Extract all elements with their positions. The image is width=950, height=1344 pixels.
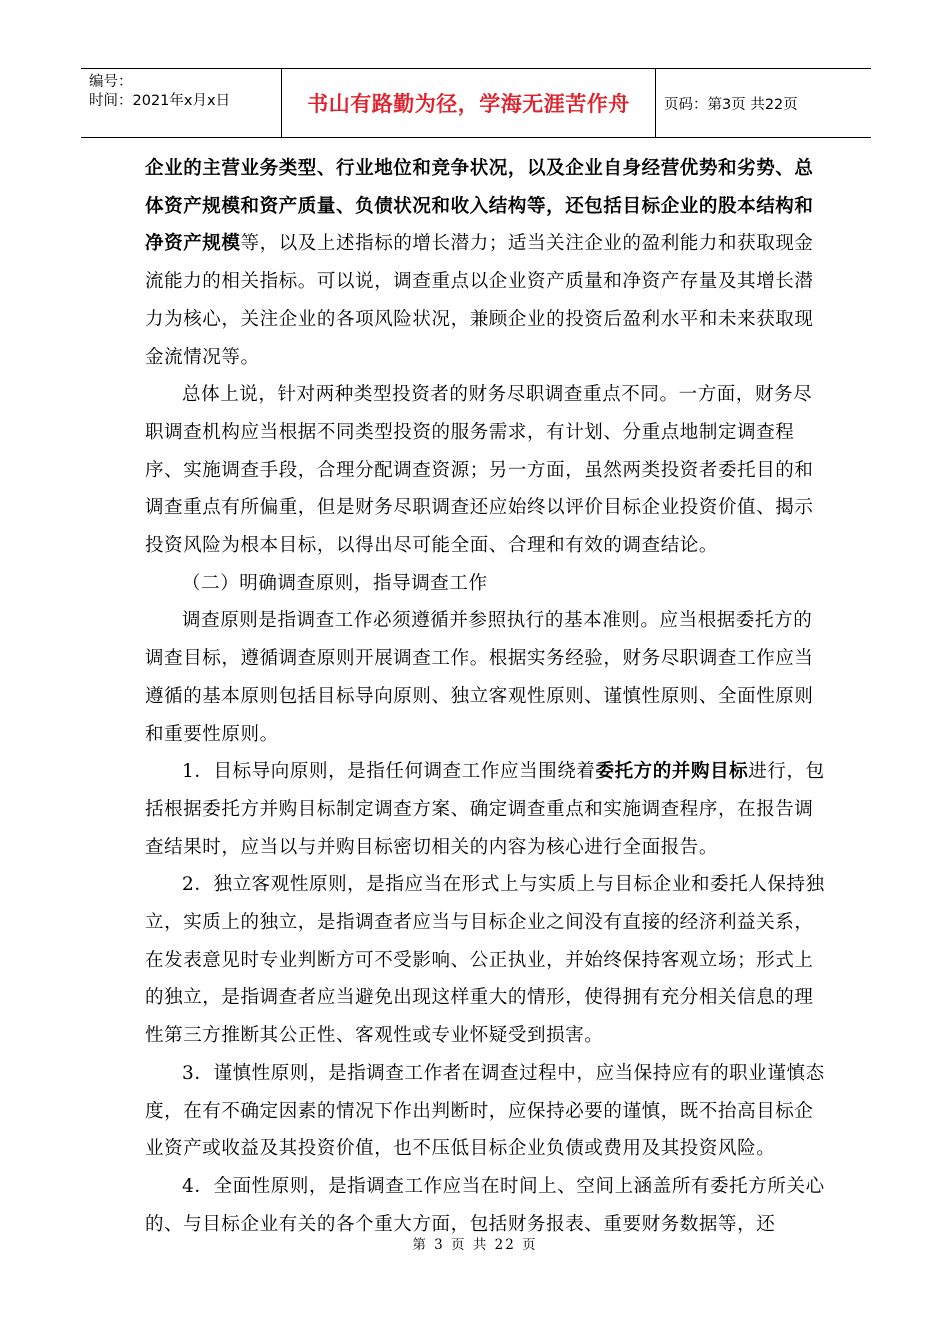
text-segment: 1．目标导向原则，是指任何调查工作应当围绕着 bbox=[182, 761, 596, 783]
text-segment: 4．全面性原则，是指调查工作应当在时间上、空间上涵盖所有委托方所关心的、与目标企业有关的各个重大方面，包括财务报表、重要财务数据等，还 bbox=[145, 1175, 825, 1235]
section-heading bbox=[145, 565, 825, 603]
text-segment: 3．谨慎性原则，是指调查工作者在调查过程中，应当保持应有的职业谨慎态度，在有不确定因素的情况下作出判断时，应保持必要的谨慎，既不抬高目标企业资产或收益及其投资价值，也不压低目标企业负债或费用及其投资风险。 bbox=[145, 1062, 825, 1160]
page-footer bbox=[0, 1233, 950, 1253]
footer-page-number: 第 3 页 共 22 页 bbox=[412, 1237, 538, 1253]
text-segment: 进行，包括根据委托方并购目标制定调查方案、确定调查重点和实施调查程序，在报告调查结果时，应当以与并购目标密切相关的内容为核心进行全面报告。 bbox=[145, 761, 825, 858]
document-date: 时间：2021年x月x日 bbox=[89, 93, 231, 109]
header-meta bbox=[81, 69, 282, 137]
motto-text: 书山有路勤为径，学海无涯苦作舟 bbox=[307, 92, 630, 116]
page-header bbox=[81, 68, 871, 138]
paragraph-principle-1 bbox=[145, 753, 825, 866]
text-segment: 总体上说，针对两种类型投资者的财务尽职调查重点不同。一方面，财务尽职调查机构应当根据不同类型投资的服务需求，有计划、分重点地制定调查程序、实施调查手段，合理分配调查资源；另一方面，虽然两类投资者委托目的和调查重点有所偏重，但是财务尽职调查还应始终以评价目标企业投资价值、揭示投资风险为根本目标，以得出尽可能全面、合理和有效的调查结论。 bbox=[145, 384, 814, 557]
paragraph-principle-2 bbox=[145, 866, 825, 1055]
text-segment: 调查原则是指调查工作必须遵循并参照执行的基本准则。应当根据委托方的调查目标，遵循调查原则开展调查工作。根据实务经验，财务尽职调查工作应当遵循的基本原则包括目标导向原则、独立客观性原则、谨慎性原则、全面性原则和重要性原则。 bbox=[145, 610, 814, 745]
document-number: 编号： bbox=[89, 74, 133, 90]
text-segment: （二）明确调查原则，指导调查工作 bbox=[182, 572, 488, 594]
paragraph-continuation bbox=[145, 150, 825, 376]
document-body bbox=[145, 150, 825, 1243]
header-page-number bbox=[656, 69, 871, 137]
text-segment: 等，以及上述指标的增长潜力；适当关注企业的盈利能力和获取现金流能力的相关指标。可以说，调查重点以企业资产质量和净资产存量及其增长潜力为核心，关注企业的各项风险状况，兼顾企业的投资后盈利水平和未来获取现金流情况等。 bbox=[145, 233, 814, 368]
header-motto bbox=[282, 69, 656, 137]
paragraph-summary bbox=[145, 376, 825, 565]
paragraph-principle-3 bbox=[145, 1055, 825, 1168]
bold-text-segment: 委托方的并购目标 bbox=[595, 761, 749, 783]
paragraph-principles-intro bbox=[145, 602, 825, 753]
bold-text-segment: 企业的主营业务类型、行业地位和竞争状况，以及企业自身经营优势和劣势、总体资产规模和资产质量、负债状况和收入结构等，还包括目标企业的股本结构和净资产规模 bbox=[145, 158, 814, 255]
page-number-label: 页码：第3页 共22页 bbox=[664, 96, 798, 113]
text-segment: 2．独立客观性原则，是指应当在形式上与实质上与目标企业和委托人保持独立，实质上的独立，是指调查者应当与目标企业之间没有直接的经济利益关系，在发表意见时专业判断方可不受影响、公正执业，并始终保持客观立场；形式上的独立，是指调查者应当避免出现这样重大的情形，使得拥有充分相关信息的理性第三方推断其公正性、客观性或专业怀疑受到损害。 bbox=[145, 874, 825, 1047]
